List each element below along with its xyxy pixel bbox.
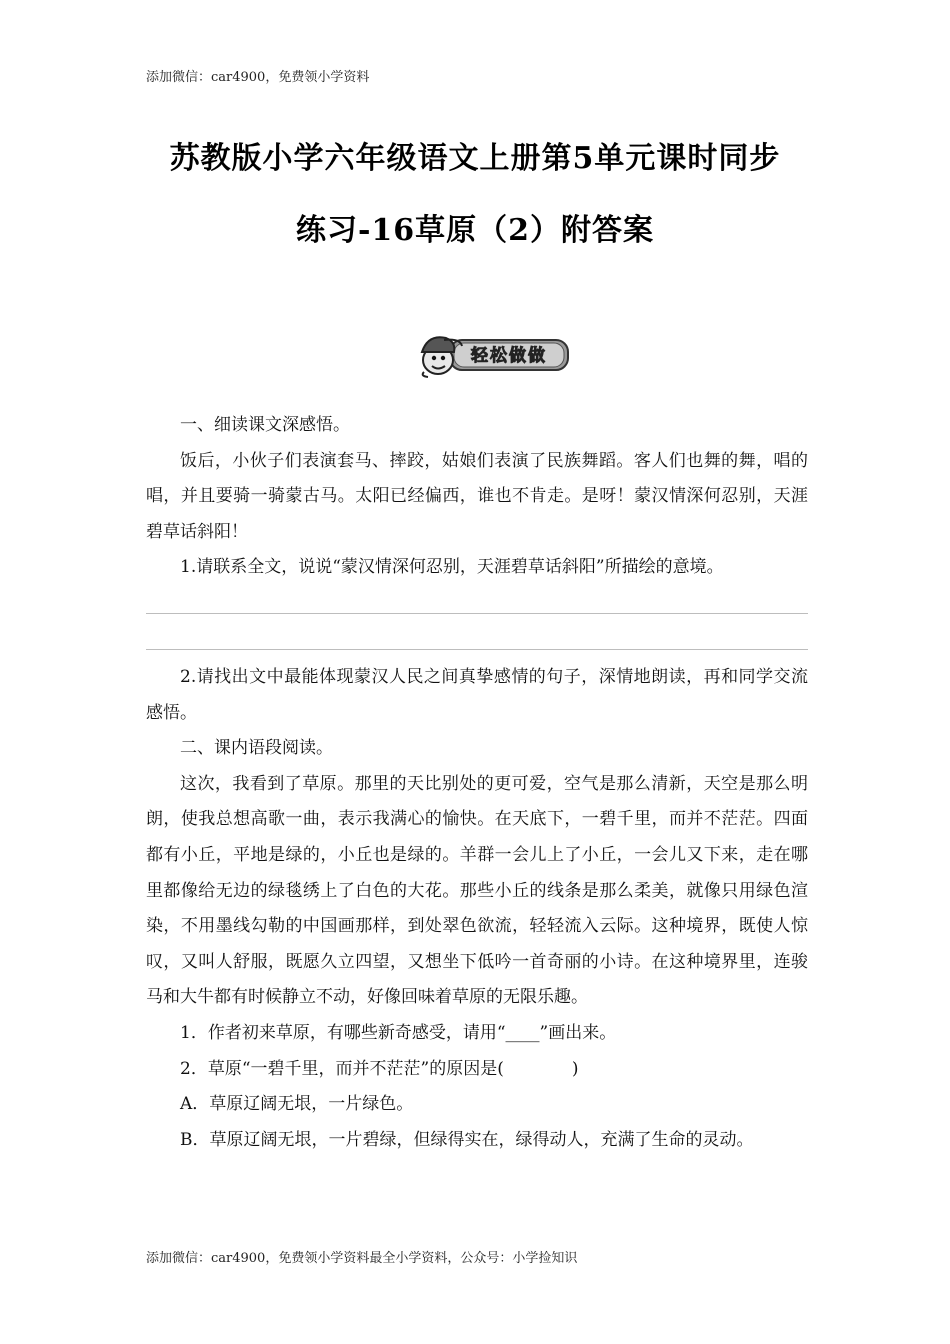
section-2-question-2: 2．草原“一碧千里，而并不茫茫”的原因是( ) [180,1058,579,1079]
option-a: A．草原辽阔无垠，一片绿色。 [180,1094,414,1115]
section-1-question-1: 1.请联系全文，说说“蒙汉情深何忍别，天涯碧草话斜阳”所描绘的意境。 [180,557,724,578]
header-note: 添加微信：car4900，免费领小学资料 [146,70,370,85]
section-2-question-1: 1．作者初来草原，有哪些新奇感受，请用“____”画出来。 [180,1022,617,1043]
page-title-line-1: 苏教版小学六年级语文上册第5单元课时同步 [169,141,781,176]
section-1-question-2: 2.请找出文中最能体现蒙汉人民之间真挚感情的句子，深情地朗读，再和同学交流感悟。 [146,666,808,723]
badge-label: 轻松做做 [471,346,547,366]
section-2-passage: 这次，我看到了草原。那里的天比别处的更可爱，空气是那么清新，天空是那么明朗，使我总想高歌一曲，表示我满心的愉快。在天底下，一碧千里，而并不茫茫。四面都有小丘，平地是绿的，小丘也是绿的。羊群一会儿上了小丘，一会儿又下来，走在哪里都像给无边的绿毯绣上了白色的大花。那些小丘的线条是那么柔美，就像只用绿色渲染，不用墨线勾勒的中国画那样，到处翠色欲流，轻轻流入云际。这种境界，既使人惊叹，又叫人舒服，既愿久立四望，又想坐下低吟一首奇丽的小诗。在这种境界里，连骏马和大牛都有时候静立不动，好像回味着草原的无限乐趣。 [146,773,808,1008]
easy-practice-badge [416,330,572,378]
footer-note: 添加微信：car4900，免费领小学资料最全小学资料，公众号：小学捡知识 [146,1251,578,1266]
page-title-line-2: 练习-16草原（2）附答案 [295,213,655,248]
option-b: B．草原辽阔无垠，一片碧绿，但绿得实在，绿得动人，充满了生命的灵动。 [180,1129,754,1150]
answer-line[interactable] [146,614,808,650]
answer-line[interactable] [146,586,808,614]
worksheet-content [146,408,808,1158]
section-1-passage: 饭后，小伙子们表演套马、摔跤，姑娘们表演了民族舞蹈。客人们也舞的舞，唱的唱，并且要骑一骑蒙古马。太阳已经偏西，谁也不肯走。是呀！蒙汉情深何忍别，天涯碧草话斜阳！ [146,450,808,542]
section-1-heading: 一、细读课文深感悟。 [180,415,350,435]
section-2-heading: 二、课内语段阅读。 [180,738,333,759]
